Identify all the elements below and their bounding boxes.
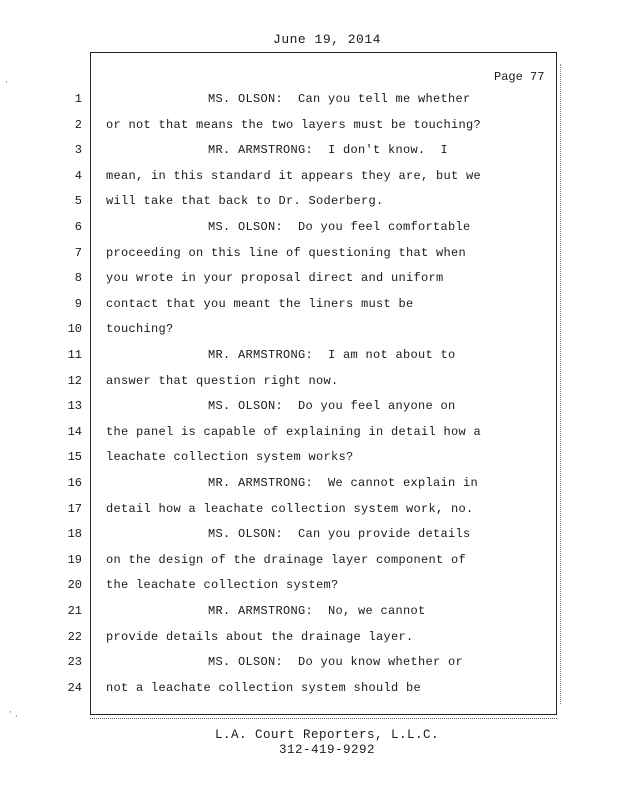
line-number: 18	[67, 527, 82, 541]
line-number: 2	[74, 118, 82, 132]
transcript-line: detail how a leachate collection system work, no.	[106, 502, 474, 516]
transcript-line: MS. OLSON: Can you provide details	[208, 527, 471, 541]
line-number: 4	[74, 169, 82, 183]
transcript-line: or not that means the two layers must be touching?	[106, 118, 482, 132]
transcript-line: will take that back to Dr. Soderberg.	[106, 194, 384, 208]
frame-right-rule	[560, 64, 561, 704]
line-number: 24	[67, 681, 82, 695]
footer-phone: 312-419-9292	[278, 743, 375, 757]
line-number: 16	[67, 476, 82, 490]
line-number: 22	[67, 630, 82, 644]
transcript-line: leachate collection system works?	[106, 450, 354, 464]
line-number: 12	[67, 374, 82, 388]
line-number: 14	[67, 425, 82, 439]
line-number: 3	[74, 143, 82, 157]
transcript-line: contact that you meant the liners must be	[106, 297, 414, 311]
line-number: 5	[74, 194, 82, 208]
line-number: 15	[67, 450, 82, 464]
transcript-line: touching?	[106, 322, 174, 336]
line-number: 19	[67, 553, 82, 567]
line-number: 20	[67, 578, 82, 592]
line-number: 8	[74, 271, 82, 285]
line-number: 6	[74, 220, 82, 234]
transcript-line: not a leachate collection system should be	[106, 681, 422, 695]
scan-speck: ·	[14, 712, 19, 721]
transcript-line: the panel is capable of explaining in detail how a	[106, 425, 482, 439]
line-number: 23	[67, 655, 82, 669]
line-number: 13	[67, 399, 82, 413]
transcript-line: MR. ARMSTRONG: I don't know. I	[208, 143, 449, 157]
footer-company: L.A. Court Reporters, L.L.C.	[214, 728, 440, 742]
line-number: 9	[74, 297, 82, 311]
transcript-line: MS. OLSON: Can you tell me whether	[208, 92, 471, 106]
transcript-line: MR. ARMSTRONG: We cannot explain in	[208, 476, 479, 490]
frame-bottom-rule	[90, 718, 557, 719]
transcript-line: MR. ARMSTRONG: I am not about to	[208, 348, 456, 362]
transcript-line: you wrote in your proposal direct and uniform	[106, 271, 444, 285]
transcript-line: answer that question right now.	[106, 374, 339, 388]
scan-speck: ·	[4, 78, 9, 87]
line-number: 10	[67, 322, 82, 336]
line-number: 21	[67, 604, 82, 618]
transcript-line: MS. OLSON: Do you know whether or	[208, 655, 464, 669]
line-number: 7	[74, 246, 82, 260]
transcript-line: mean, in this standard it appears they are, but we	[106, 169, 482, 183]
scan-speck: ·	[8, 708, 13, 717]
transcript-line: on the design of the drainage layer component of	[106, 553, 467, 567]
page-number-label: Page 77	[494, 70, 545, 84]
line-number: 1	[74, 92, 82, 106]
transcript-line: the leachate collection system?	[106, 578, 339, 592]
transcript-line: provide details about the drainage layer.	[106, 630, 414, 644]
line-number: 11	[67, 348, 82, 362]
transcript-line: proceeding on this line of questioning that when	[106, 246, 467, 260]
header-date: June 19, 2014	[273, 32, 381, 47]
transcript-line: MS. OLSON: Do you feel anyone on	[208, 399, 456, 413]
line-number: 17	[67, 502, 82, 516]
transcript-line: MR. ARMSTRONG: No, we cannot	[208, 604, 426, 618]
transcript-line: MS. OLSON: Do you feel comfortable	[208, 220, 471, 234]
